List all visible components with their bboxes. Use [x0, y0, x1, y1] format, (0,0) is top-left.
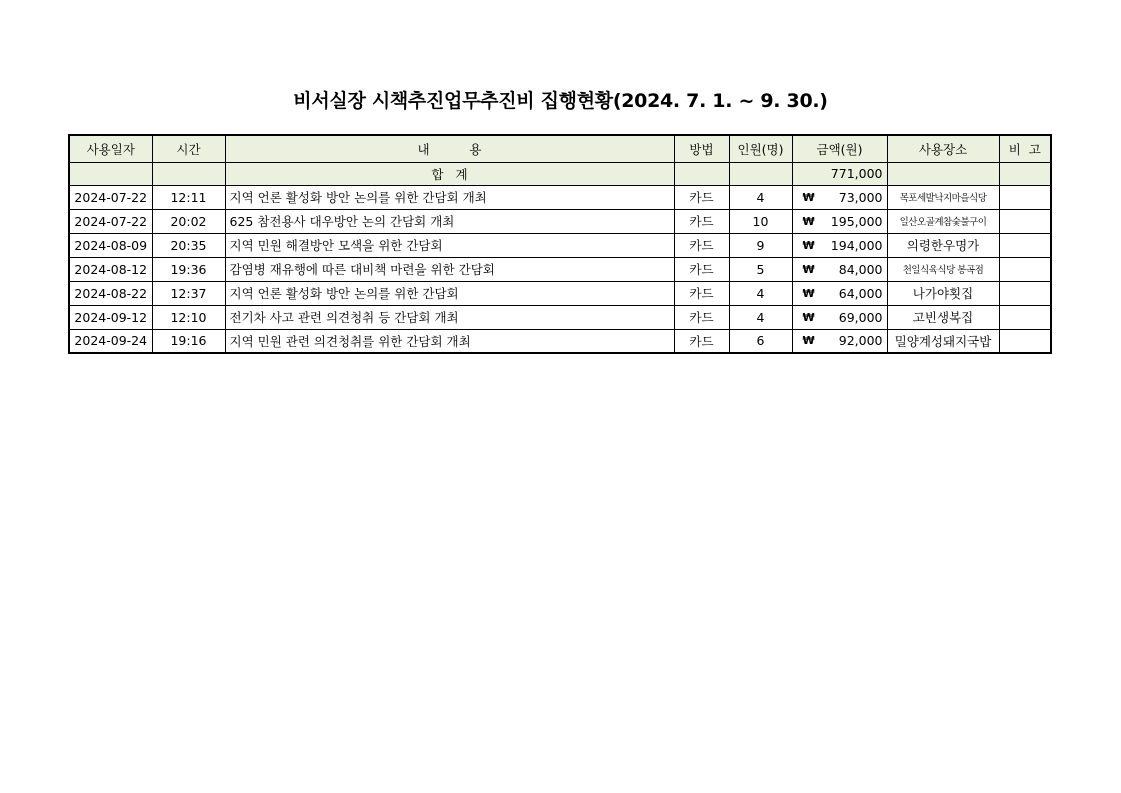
row-date: 2024-08-22	[69, 281, 152, 305]
won-symbol: ₩	[802, 238, 815, 252]
row-time: 19:36	[152, 257, 225, 281]
table-row	[69, 281, 1051, 305]
table-row	[69, 185, 1051, 209]
row-amount-cell	[792, 329, 887, 353]
row-amount: 69,000	[838, 309, 883, 325]
total-date-cell	[69, 162, 152, 185]
won-symbol: ₩	[802, 262, 815, 276]
row-date: 2024-07-22	[69, 209, 152, 233]
row-date: 2024-08-09	[69, 233, 152, 257]
row-place: 의령한우명가	[887, 233, 999, 257]
row-time: 12:10	[152, 305, 225, 329]
row-people: 5	[729, 257, 792, 281]
row-content: 지역 민원 관련 의견청취를 위한 간담회 개최	[225, 329, 674, 353]
row-people: 9	[729, 233, 792, 257]
row-note	[999, 329, 1051, 353]
total-amount: 771,000	[792, 162, 887, 185]
row-amount-cell	[792, 209, 887, 233]
table-row	[69, 329, 1051, 353]
won-symbol: ₩	[802, 286, 815, 300]
page-title: 비서실장 시책추진업무추진비 집행현황(2024. 7. 1. ~ 9. 30.)	[293, 90, 828, 112]
row-people: 4	[729, 185, 792, 209]
row-place: 고빈생복집	[887, 305, 999, 329]
row-method: 카드	[674, 233, 729, 257]
row-amount: 194,000	[830, 237, 883, 253]
won-symbol: ₩	[802, 334, 815, 348]
row-content: 전기차 사고 관련 의견청취 등 간담회 개최	[225, 305, 674, 329]
header-content: 내 용	[225, 135, 674, 162]
row-method: 카드	[674, 185, 729, 209]
won-symbol: ₩	[802, 214, 815, 228]
row-note	[999, 281, 1051, 305]
row-place: 나가야횟집	[887, 281, 999, 305]
row-place: 일산오골계참숯불구이	[887, 209, 999, 233]
total-label: 합 계	[225, 162, 674, 185]
row-amount: 73,000	[838, 189, 883, 205]
header-time: 시간	[152, 135, 225, 162]
total-row	[69, 162, 1051, 185]
header-place: 사용장소	[887, 135, 999, 162]
row-amount-cell	[792, 185, 887, 209]
row-note	[999, 257, 1051, 281]
row-people: 4	[729, 281, 792, 305]
total-note-cell	[999, 162, 1051, 185]
table-row	[69, 257, 1051, 281]
row-place: 밀양계성돼지국밥	[887, 329, 999, 353]
header-date: 사용일자	[69, 135, 152, 162]
header-note: 비 고	[999, 135, 1051, 162]
row-note	[999, 305, 1051, 329]
row-content: 지역 언론 활성화 방안 논의를 위한 간담회 개최	[225, 185, 674, 209]
row-people: 10	[729, 209, 792, 233]
total-method-cell	[674, 162, 729, 185]
total-people-cell	[729, 162, 792, 185]
table-row	[69, 209, 1051, 233]
row-content: 625 참전용사 대우방안 논의 간담회 개최	[225, 209, 674, 233]
total-time-cell	[152, 162, 225, 185]
won-symbol: ₩	[802, 310, 815, 324]
row-place: 천일식육식당 봉곡점	[887, 257, 999, 281]
total-place-cell	[887, 162, 999, 185]
row-amount: 64,000	[838, 285, 883, 301]
row-content: 감염병 재유행에 따른 대비책 마련을 위한 간담회	[225, 257, 674, 281]
row-amount-cell	[792, 233, 887, 257]
row-note	[999, 209, 1051, 233]
row-amount: 92,000	[838, 333, 883, 349]
row-date: 2024-09-12	[69, 305, 152, 329]
row-date: 2024-09-24	[69, 329, 152, 353]
row-time: 20:02	[152, 209, 225, 233]
row-time: 12:37	[152, 281, 225, 305]
row-amount-cell	[792, 305, 887, 329]
row-time: 12:11	[152, 185, 225, 209]
row-amount: 84,000	[838, 261, 883, 277]
row-date: 2024-07-22	[69, 185, 152, 209]
row-people: 6	[729, 329, 792, 353]
row-method: 카드	[674, 209, 729, 233]
row-date: 2024-08-12	[69, 257, 152, 281]
row-amount: 195,000	[830, 213, 883, 229]
header-method: 방법	[674, 135, 729, 162]
row-time: 19:16	[152, 329, 225, 353]
row-place: 목포세발낙지마을식당	[887, 185, 999, 209]
won-symbol: ₩	[802, 190, 815, 204]
row-amount-cell	[792, 281, 887, 305]
row-content: 지역 민원 해결방안 모색을 위한 간담회	[225, 233, 674, 257]
header-amount: 금액(원)	[792, 135, 887, 162]
row-amount-cell	[792, 257, 887, 281]
row-method: 카드	[674, 281, 729, 305]
row-time: 20:35	[152, 233, 225, 257]
header-people: 인원(명)	[729, 135, 792, 162]
table-row	[69, 305, 1051, 329]
row-method: 카드	[674, 257, 729, 281]
row-people: 4	[729, 305, 792, 329]
table-header-row	[69, 135, 1051, 162]
row-note	[999, 233, 1051, 257]
row-content: 지역 언론 활성화 방안 논의를 위한 간담회	[225, 281, 674, 305]
row-method: 카드	[674, 305, 729, 329]
table-row	[69, 233, 1051, 257]
expense-table	[68, 134, 1052, 354]
row-method: 카드	[674, 329, 729, 353]
row-note	[999, 185, 1051, 209]
